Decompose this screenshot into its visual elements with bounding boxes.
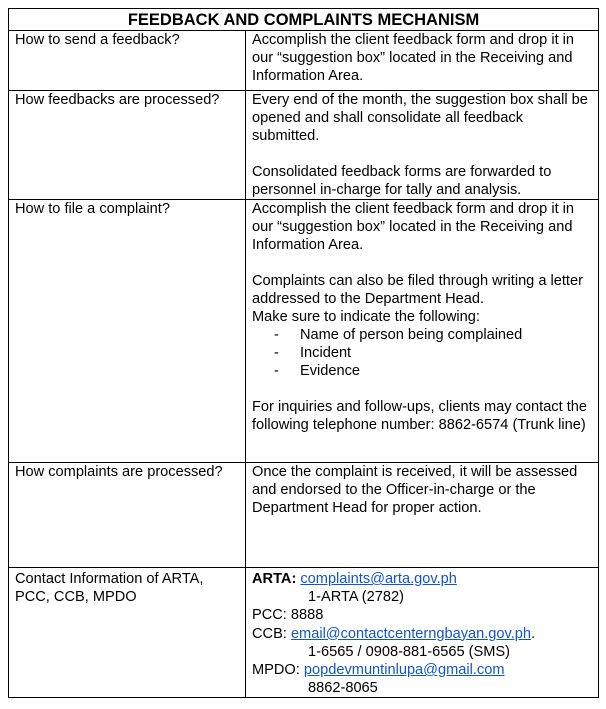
- ccb-contact: [252, 625, 592, 643]
- table-row: [9, 31, 599, 91]
- question-cell: How to file a complaint?: [9, 200, 246, 463]
- ccb-email-link[interactable]: email@contactcenterngbayan.gov.ph: [290, 625, 532, 642]
- question-cell: [9, 568, 246, 698]
- table-row: [9, 568, 599, 698]
- answer-text: Accomplish the client feedback form and drop it in our “suggestion box” located in the Receiving and Information Area.: [252, 201, 575, 253]
- table-row: [9, 200, 599, 463]
- table-row: [9, 91, 599, 200]
- ccb-phone: 1-6565 / 0908-881-6565 (SMS): [308, 643, 511, 660]
- mpdo-email-link[interactable]: popdevmuntinlupa@gmail.com: [303, 662, 505, 679]
- table-row: [9, 463, 599, 568]
- mpdo-phone: 8862-8065: [308, 680, 378, 697]
- answer-cell: [246, 31, 599, 91]
- arta-email-link[interactable]: complaints@arta.gov.ph: [300, 571, 457, 587]
- answer-text: Once the complaint is received, it will be assessed and endorsed to the Officer-in-charge or the Department Head for proper action.: [252, 464, 578, 516]
- mpdo-contact: [252, 661, 592, 679]
- answer-text: Consolidated feedback forms are forwarded to personnel in-charge for tally and analysis.: [252, 164, 552, 198]
- answer-text: Make sure to indicate the following:: [252, 309, 480, 325]
- required-details-list: [252, 326, 592, 380]
- answer-text: For inquiries and follow-ups, clients may contact the following telephone number: 8862-6574 (Trunk line): [252, 399, 588, 433]
- list-item: - Incident: [274, 344, 592, 362]
- question-cell: How feedbacks are processed?: [9, 91, 246, 200]
- arta-phone: 1-ARTA (2782): [308, 589, 404, 606]
- list-item: - Name of person being complained: [274, 326, 592, 344]
- answer-text: Every end of the month, the suggestion box shall be opened and shall consolidate all feedback submitted.: [252, 92, 588, 144]
- answer-cell: [246, 463, 599, 568]
- answer-cell: [246, 91, 599, 200]
- answer-cell: [246, 200, 599, 463]
- ccb-dot: .: [531, 625, 536, 642]
- list-item: - Evidence: [274, 362, 592, 380]
- mpdo-label: MPDO:: [252, 662, 300, 679]
- answer-text: Complaints can also be filed through writing a letter addressed to the Department Head.: [252, 273, 583, 307]
- arta-label: ARTA:: [252, 571, 297, 587]
- contact-label: Contact Information of ARTA, PCC, CCB, MPDO: [15, 571, 204, 605]
- answer-text: Accomplish the client feedback form and drop it in our “suggestion box” located in the Receiving and Information Area.: [252, 32, 575, 84]
- question-cell: How complaints are processed?: [9, 463, 246, 568]
- answer-cell: [246, 568, 599, 698]
- feedback-complaints-table: [8, 8, 599, 698]
- table-title: FEEDBACK AND COMPLAINTS MECHANISM: [9, 9, 599, 31]
- question-cell: How to send a feedback?: [9, 31, 246, 91]
- pcc-contact: PCC: 8888: [252, 607, 324, 624]
- ccb-label: CCB:: [252, 625, 287, 642]
- arta-contact: [252, 570, 592, 588]
